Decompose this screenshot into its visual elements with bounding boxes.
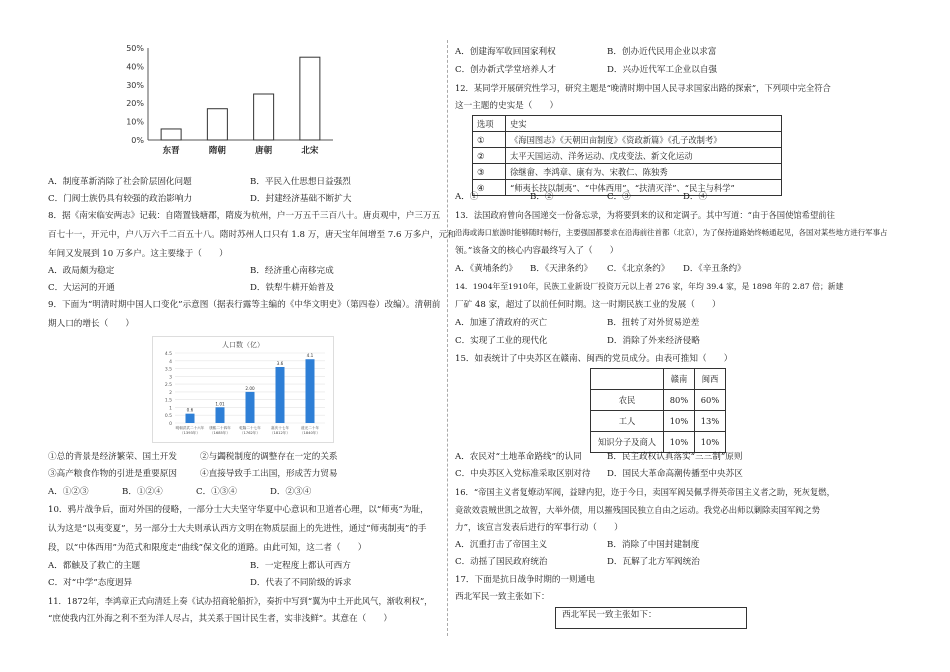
q7-option-d[interactable]: D．封建经济基础不断扩大 [250, 194, 352, 204]
q16-option-d[interactable]: D．瓦解了北方军阀统治 [607, 557, 700, 567]
table-row [473, 132, 782, 148]
y-tick-label: 1 [169, 406, 172, 412]
table-cell: ④ [473, 180, 506, 196]
table-cell: 《海国图志》《天朝田亩制度》《资政新篇》《孔子改制考》 [506, 132, 782, 148]
table-cell: 80% [664, 390, 695, 411]
table-cell: ③ [473, 164, 506, 180]
q7-option-c[interactable]: C．门阀士族仍具有较强的政治影响力 [48, 194, 193, 204]
q11-stem-line2: “庶使我内江外海之利不至为洋人尽占，其关系于国计民生者，实非浅鲜”。其意在（ ） [48, 614, 392, 624]
q17-stem-line1: 17．下面是抗日战争时期的一则通电 [455, 575, 595, 585]
x-tick-label: 隋朝 [208, 146, 226, 156]
table-cell: 10% [664, 411, 695, 432]
table-row [473, 164, 782, 180]
table-cell: 徐继畲、李鸿章、康有为、宋教仁、陈独秀 [506, 164, 782, 180]
party-member-table [590, 368, 726, 453]
q15-option-c[interactable]: C．中央苏区入党标准采取区别对待 [455, 469, 591, 479]
data-label: 4.1 [306, 353, 314, 359]
q8-stem-line3: 年间又发展到 10 万多户。这主要缘于（ ） [48, 249, 228, 259]
table-header-cell: 史实 [506, 116, 782, 132]
x-tick-label: （1840年） [300, 431, 320, 435]
q16-stem-line2: 竟欲效袁贼世凯之故智，大举外债，用以摧残国民独立自由之运动。我党必出师以剿除卖国军阀之势 [455, 505, 821, 515]
q15-option-d[interactable]: D．国民大革命高潮传播至中央苏区 [607, 469, 743, 479]
y-tick-label: 0% [131, 136, 144, 145]
y-tick-label: 1.5 [164, 398, 172, 404]
q9-option-c[interactable]: C．①③④ [196, 487, 237, 497]
q8-option-d[interactable]: D．铁犁牛耕开始普及 [250, 283, 335, 293]
y-tick-label: 0 [169, 422, 172, 427]
q17-stem-line2: 西北军民一致主张如下： [455, 592, 550, 602]
bar-chart-population [152, 336, 334, 443]
bar-chart-dynasties [120, 40, 340, 160]
q9-stem-line1: 9．下面为“明清时期中国人口变化”示意图（据表行露等主编的《中华文明史》（第四卷）改编）。清朝前 [48, 300, 441, 310]
table-header-cell: 闽西 [695, 369, 726, 390]
table-cell: 10% [695, 432, 726, 453]
q15-option-b[interactable]: B．民主政权认真落实“三三制”原则 [607, 452, 743, 462]
table-row [591, 390, 726, 411]
table-cell: 10% [664, 432, 695, 453]
y-tick-label: 2 [169, 390, 172, 396]
q14-option-d[interactable]: D．消除了外来经济侵略 [607, 336, 700, 346]
q14-option-b[interactable]: B．扭转了对外贸易逆差 [607, 318, 700, 328]
q10-option-d[interactable]: D．代表了不同阶级的诉求 [250, 578, 352, 588]
q12-option-c[interactable]: C．③ [607, 192, 631, 202]
q7-option-b[interactable]: B．平民入仕思想日益强烈 [250, 177, 351, 187]
q12-option-d[interactable]: D．④ [683, 192, 708, 202]
y-tick-label: 4.5 [164, 352, 172, 357]
q15-stem: 15．如表统计了中央苏区在赣南、闽西的党员成分。由表可推知（ ） [455, 354, 733, 364]
table-header-cell: 赣南 [664, 369, 695, 390]
x-tick-label: （1812年） [270, 431, 290, 435]
q11-option-b[interactable]: B．创办近代民用企业以求富 [607, 47, 717, 57]
q10-option-a[interactable]: A．都触及了救亡的主题 [48, 561, 141, 571]
q16-option-c[interactable]: C．动摇了国民政府统治 [455, 557, 548, 567]
table-cell: 农民 [591, 390, 664, 411]
q14-stem-line1: 14．1904年至1910年，民族工业新设厂投资万元以上者 276 家，年均 39.4 家，是 1898 年的 2.87 倍；新建 [455, 282, 844, 291]
x-tick-label: 道光二十年 [301, 426, 319, 430]
q14-stem-line2: 厂矿 48 家，超过了以前任何时期。这一时期民族工业的发展（ ） [455, 300, 721, 310]
x-tick-label: （1393年） [180, 431, 200, 435]
q13-option-d[interactable]: D．《辛丑条约》 [683, 264, 746, 274]
table-cell: 太平天国运动、洋务运动、戊戌变法、新文化运动 [506, 148, 782, 164]
q16-option-b[interactable]: B．消除了中国封建制度 [607, 540, 700, 550]
q11-stem-line1: 11．1872年，李鸿章正式向清廷上奏《试办招商轮船折》，奏折中写到“翼为中土开此风气，渐收利权”， [48, 596, 433, 606]
table-header-cell: 选项 [473, 116, 506, 132]
y-tick-label: 3 [169, 375, 172, 381]
q8-option-a[interactable]: A．政局颇为稳定 [48, 266, 115, 276]
q13-option-b[interactable]: B．《天津条约》 [530, 264, 593, 274]
x-tick-label: 乾隆二十七年 [239, 426, 261, 430]
bar [186, 414, 195, 423]
y-tick-label: 10% [126, 117, 144, 127]
table-header-row [473, 116, 782, 132]
table-cell: ① [473, 132, 506, 148]
q14-option-c[interactable]: C．实现了工业的现代化 [455, 336, 548, 346]
bar [246, 392, 255, 423]
table-row [473, 148, 782, 164]
table-cell: “师夷长技以制夷”、“中体西用”、“扶清灭洋”、“民主与科学” [506, 180, 782, 196]
bar [276, 367, 285, 423]
q10-stem-line1: 10．鸦片战争后，面对外国的侵略，一部分士大夫坚守华夏中心意识和卫道者心理，以“师夷”为耻， [48, 505, 429, 515]
y-tick-label: 2.5 [164, 383, 172, 389]
table-row [591, 411, 726, 432]
table-cell: 60% [695, 390, 726, 411]
q12-option-a[interactable]: A．① [455, 192, 479, 202]
x-tick-label: （1762年） [240, 431, 260, 435]
q9-item-3: ③高产粮食作物的引进是重要原因 [48, 469, 177, 479]
q16-stem-line1: 16．“帝国主义者复燎动军阀，益肆内犯，迩于今日，卖国军阀吴佩孚得英帝国主义者之助，死灰复燃， [455, 487, 835, 497]
x-tick-label: 东晋 [162, 146, 180, 156]
telegram-box-text: 西北军民一致主张如下： [562, 610, 657, 620]
q9-item-1: ①总的背景是经济繁荣、国土开发 [48, 452, 177, 462]
q9-option-b[interactable]: B．①②④ [122, 487, 163, 497]
x-tick-label: （1685年） [210, 431, 230, 435]
data-label: 1.01 [215, 401, 225, 407]
x-tick-label: 明朝洪武二十六年 [175, 426, 205, 430]
q13-stem-line3: 领。”该备文的核心内容最终写入了（ ） [455, 246, 619, 256]
column-divider [447, 40, 448, 636]
q11-option-d[interactable]: D．兴办近代军工企业以自强 [607, 65, 718, 75]
q11-option-a[interactable]: A．创建海军收回国家利权 [455, 47, 556, 57]
q9-stem-line2: 期人口的增长（ ） [48, 319, 134, 329]
data-label: 0.6 [186, 407, 194, 413]
bar [207, 109, 227, 140]
table-cell: 知识分子及商人 [591, 432, 664, 453]
y-tick-label: 50% [126, 44, 144, 53]
table-cell: 13% [695, 411, 726, 432]
q12-option-b[interactable]: B．② [530, 192, 554, 202]
q13-stem-line2: 沿海或海口旅游时能够随时畅行，主要强国都要求在沿海前往首都（北京），为了保持道路始终畅通起见，各国对某些地方进行军事占 [455, 228, 888, 237]
q15-option-a[interactable]: A．农民对“土地革命路线”的认同 [455, 452, 582, 462]
q12-stem-line1: 12．某同学开展研究性学习，研究主题是“晚清时期中国人民寻求国家出路的探索”，下列项中完全符合 [455, 83, 831, 93]
table-row [591, 432, 726, 453]
q7-option-a[interactable]: A．制度革新消除了社会阶层固化问题 [48, 177, 192, 187]
q16-stem-line3: 力”，该宣言发表后进行的军事行动（ ） [455, 523, 623, 533]
bar [216, 407, 225, 423]
q13-stem-line1: 13．法国政府曾向各国递交一份备忘录，为将要到来的议和定调子。其中写道：“由于各国使馆希望前往 [455, 210, 835, 220]
table-header-row [591, 369, 726, 390]
history-facts-table [472, 115, 782, 196]
table-header-cell [591, 369, 664, 390]
q13-option-a[interactable]: A．《黄埔条约》 [455, 264, 518, 274]
data-label: 3.6 [276, 361, 284, 366]
q10-stem-line3: 段，以“中体西用”为范式和限度走“曲线”保文化的道路。由此可知，这二者（ ） [48, 543, 367, 553]
table-cell: 工人 [591, 411, 664, 432]
x-tick-label: 唐朝 [255, 146, 273, 156]
bar [254, 94, 274, 140]
bar [161, 129, 181, 140]
table-cell: ② [473, 148, 506, 164]
q8-option-b[interactable]: B．经济重心南移完成 [250, 266, 334, 276]
y-tick-label: 4 [169, 359, 172, 365]
q14-option-a[interactable]: A．加速了清政府的灭亡 [455, 318, 548, 328]
q9-item-2: ②与蠲税制度的调整存在一定的关系 [200, 452, 338, 462]
q9-item-4: ④直接导致手工出国，形成苦力贸易 [200, 469, 338, 479]
q10-option-b[interactable]: B．一定程度上都认可西方 [250, 561, 351, 571]
y-tick-label: 3.5 [164, 367, 172, 373]
x-tick-label: 北宋 [301, 146, 319, 156]
y-tick-label: 40% [126, 62, 144, 72]
q8-stem-line2: 百七十一，开元中，户八万六千二百五十八。隋时苏州人口只有 1.8 万，唐天宝年间增至 7.6 万多户，元和 [48, 230, 456, 240]
q8-option-c[interactable]: C．大运河的开通 [48, 283, 115, 293]
bar [306, 359, 315, 423]
bar [300, 57, 320, 140]
x-tick-label: 嘉庆十七年 [271, 426, 289, 430]
q9-option-d[interactable]: D．②③④ [270, 487, 312, 497]
q8-stem-line1: 8．据《南宋临安两志》记载：自隋置钱塘郡，隋废为杭州，户一万五千三百八十。唐贞观中，户三万五 [48, 211, 441, 221]
y-tick-label: 0.5 [164, 414, 172, 420]
q16-option-a[interactable]: A．沉重打击了帝国主义 [455, 540, 548, 550]
y-tick-label: 20% [126, 99, 144, 109]
q13-option-c[interactable]: C．《北京条约》 [607, 264, 670, 274]
q11-option-c[interactable]: C．创办新式学堂培养人才 [455, 65, 557, 75]
q10-stem-line2: 认为这是“以夷变夏”，另一部分士大夫则承认西方文明在物质层面上的先进性，通过“师夷制夷”的手 [48, 524, 427, 534]
x-tick-label: 康熙二十四年 [209, 426, 231, 430]
telegram-box [555, 607, 747, 629]
y-tick-label: 30% [126, 80, 144, 90]
data-label: 2.00 [245, 385, 255, 391]
q10-option-c[interactable]: C．对“中学”态度迥异 [48, 578, 133, 588]
q9-option-a[interactable]: A．①②③ [48, 487, 89, 497]
q12-stem-line2: 这一主题的史实是（ ） [455, 101, 559, 111]
chart-title: 人口数（亿） [222, 341, 264, 349]
